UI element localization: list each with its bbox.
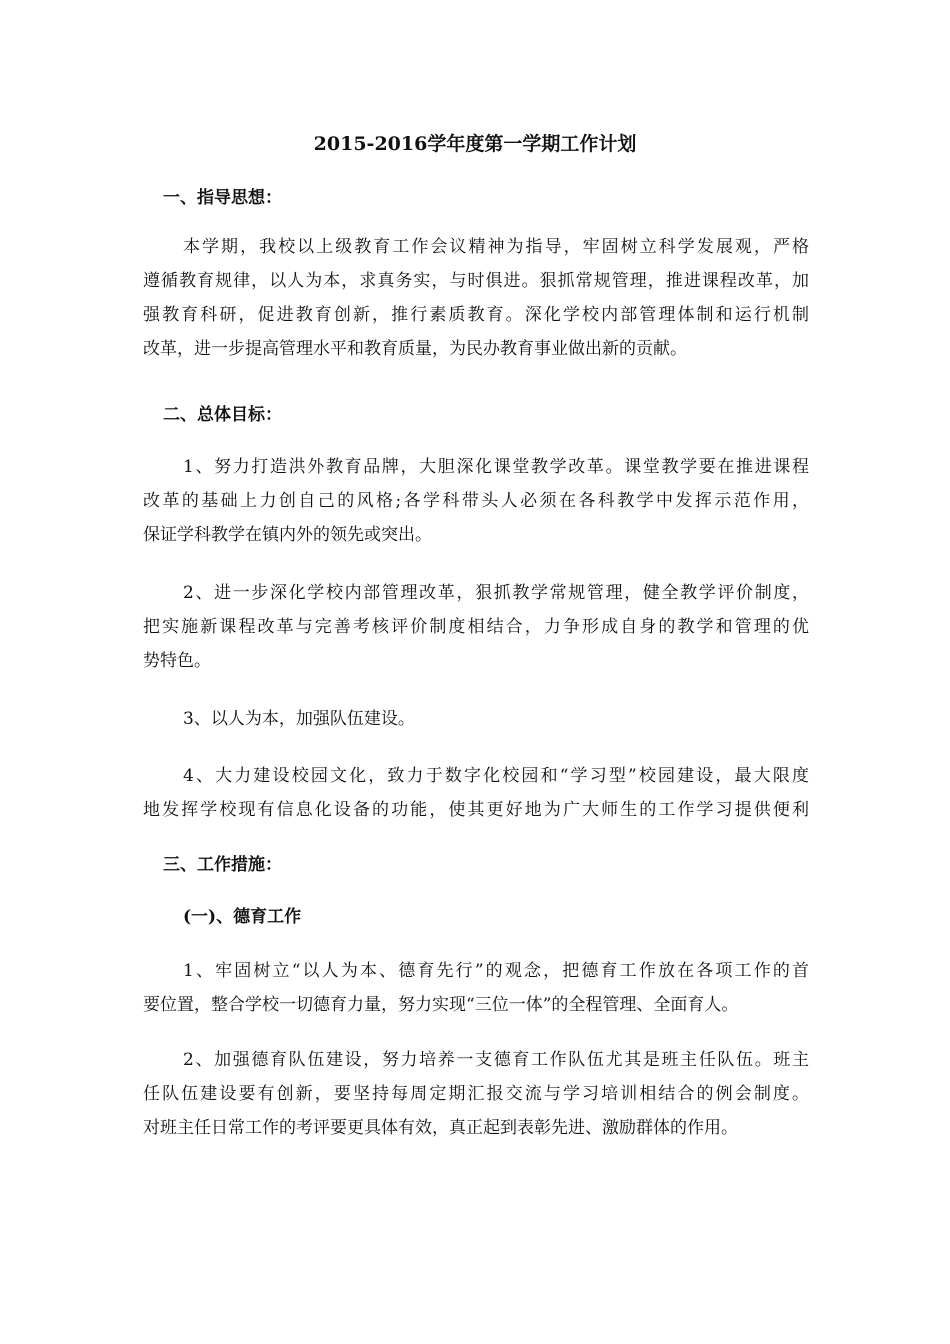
text-line: 地发挥学校现有信息化设备的功能，使其更好地为广大师生的工作学习提供便利 <box>143 800 809 820</box>
paragraph-goal-3 <box>143 702 809 736</box>
text-line: 任队伍建设要有创新，要坚持每周定期汇报交流与学习培训相结合的例会制度。 <box>143 1084 809 1104</box>
paragraph-measure-1 <box>143 954 809 1022</box>
section-heading-work-measures: 三、工作措施： <box>163 855 282 875</box>
text-line: 把实施新课程改革与完善考核评价制度相结合，力争形成自身的教学和管理的优 <box>143 617 809 637</box>
text-line: 1、努力打造洪外教育品牌，大胆深化课堂教学改革。课堂教学要在推进课程 <box>183 457 809 477</box>
paragraph-measure-2 <box>143 1043 809 1145</box>
section-heading-overall-goals: 二、总体目标： <box>163 405 282 425</box>
paragraph-goal-1 <box>143 450 809 552</box>
text-line: 改革，进一步提高管理水平和教育质量，为民办教育事业做出新的贡献。 <box>143 339 687 359</box>
paragraph-goal-4 <box>143 759 809 827</box>
text-line: 3、以人为本，加强队伍建设。 <box>183 709 415 729</box>
paragraph-goal-2 <box>143 576 809 678</box>
text-line: 4、大力建设校园文化，致力于数字化校园和“学习型”校园建设，最大限度 <box>183 766 809 786</box>
text-line: 对班主任日常工作的考评要更具体有效，真正起到表彰先进、激励群体的作用。 <box>143 1118 738 1138</box>
text-line: 2、进一步深化学校内部管理改革，狠抓教学常规管理，健全教学评价制度， <box>183 583 809 603</box>
text-line: 遵循教育规律，以人为本，求真务实，与时俱进。狠抓常规管理，推进课程改革，加 <box>143 271 809 291</box>
text-line: 改革的基础上力创自己的风格;各学科带头人必须在各科教学中发挥示范作用， <box>143 491 809 511</box>
text-line: 势特色。 <box>143 651 211 671</box>
subsection-heading-moral-education: (一)、德育工作 <box>183 907 302 927</box>
text-line: 1、牢固树立“以人为本、德育先行”的观念，把德育工作放在各项工作的首 <box>183 961 809 981</box>
document-title: 2015-2016学年度第一学期工作计划 <box>313 133 637 155</box>
paragraph-guiding-thought <box>143 230 809 366</box>
text-line: 强教育科研，促进教育创新，推行素质教育。深化学校内部管理体制和运行机制 <box>143 305 809 325</box>
text-line: 2、加强德育队伍建设，努力培养一支德育工作队伍尤其是班主任队伍。班主 <box>183 1050 809 1070</box>
text-line: 保证学科教学在镇内外的领先或突出。 <box>143 525 432 545</box>
section-heading-guiding-thought: 一、指导思想： <box>163 188 282 208</box>
text-line: 要位置，整合学校一切德育力量，努力实现“三位一体”的全程管理、全面育人。 <box>143 995 739 1015</box>
text-line: 本学期，我校以上级教育工作会议精神为指导，牢固树立科学发展观，严格 <box>183 237 809 257</box>
